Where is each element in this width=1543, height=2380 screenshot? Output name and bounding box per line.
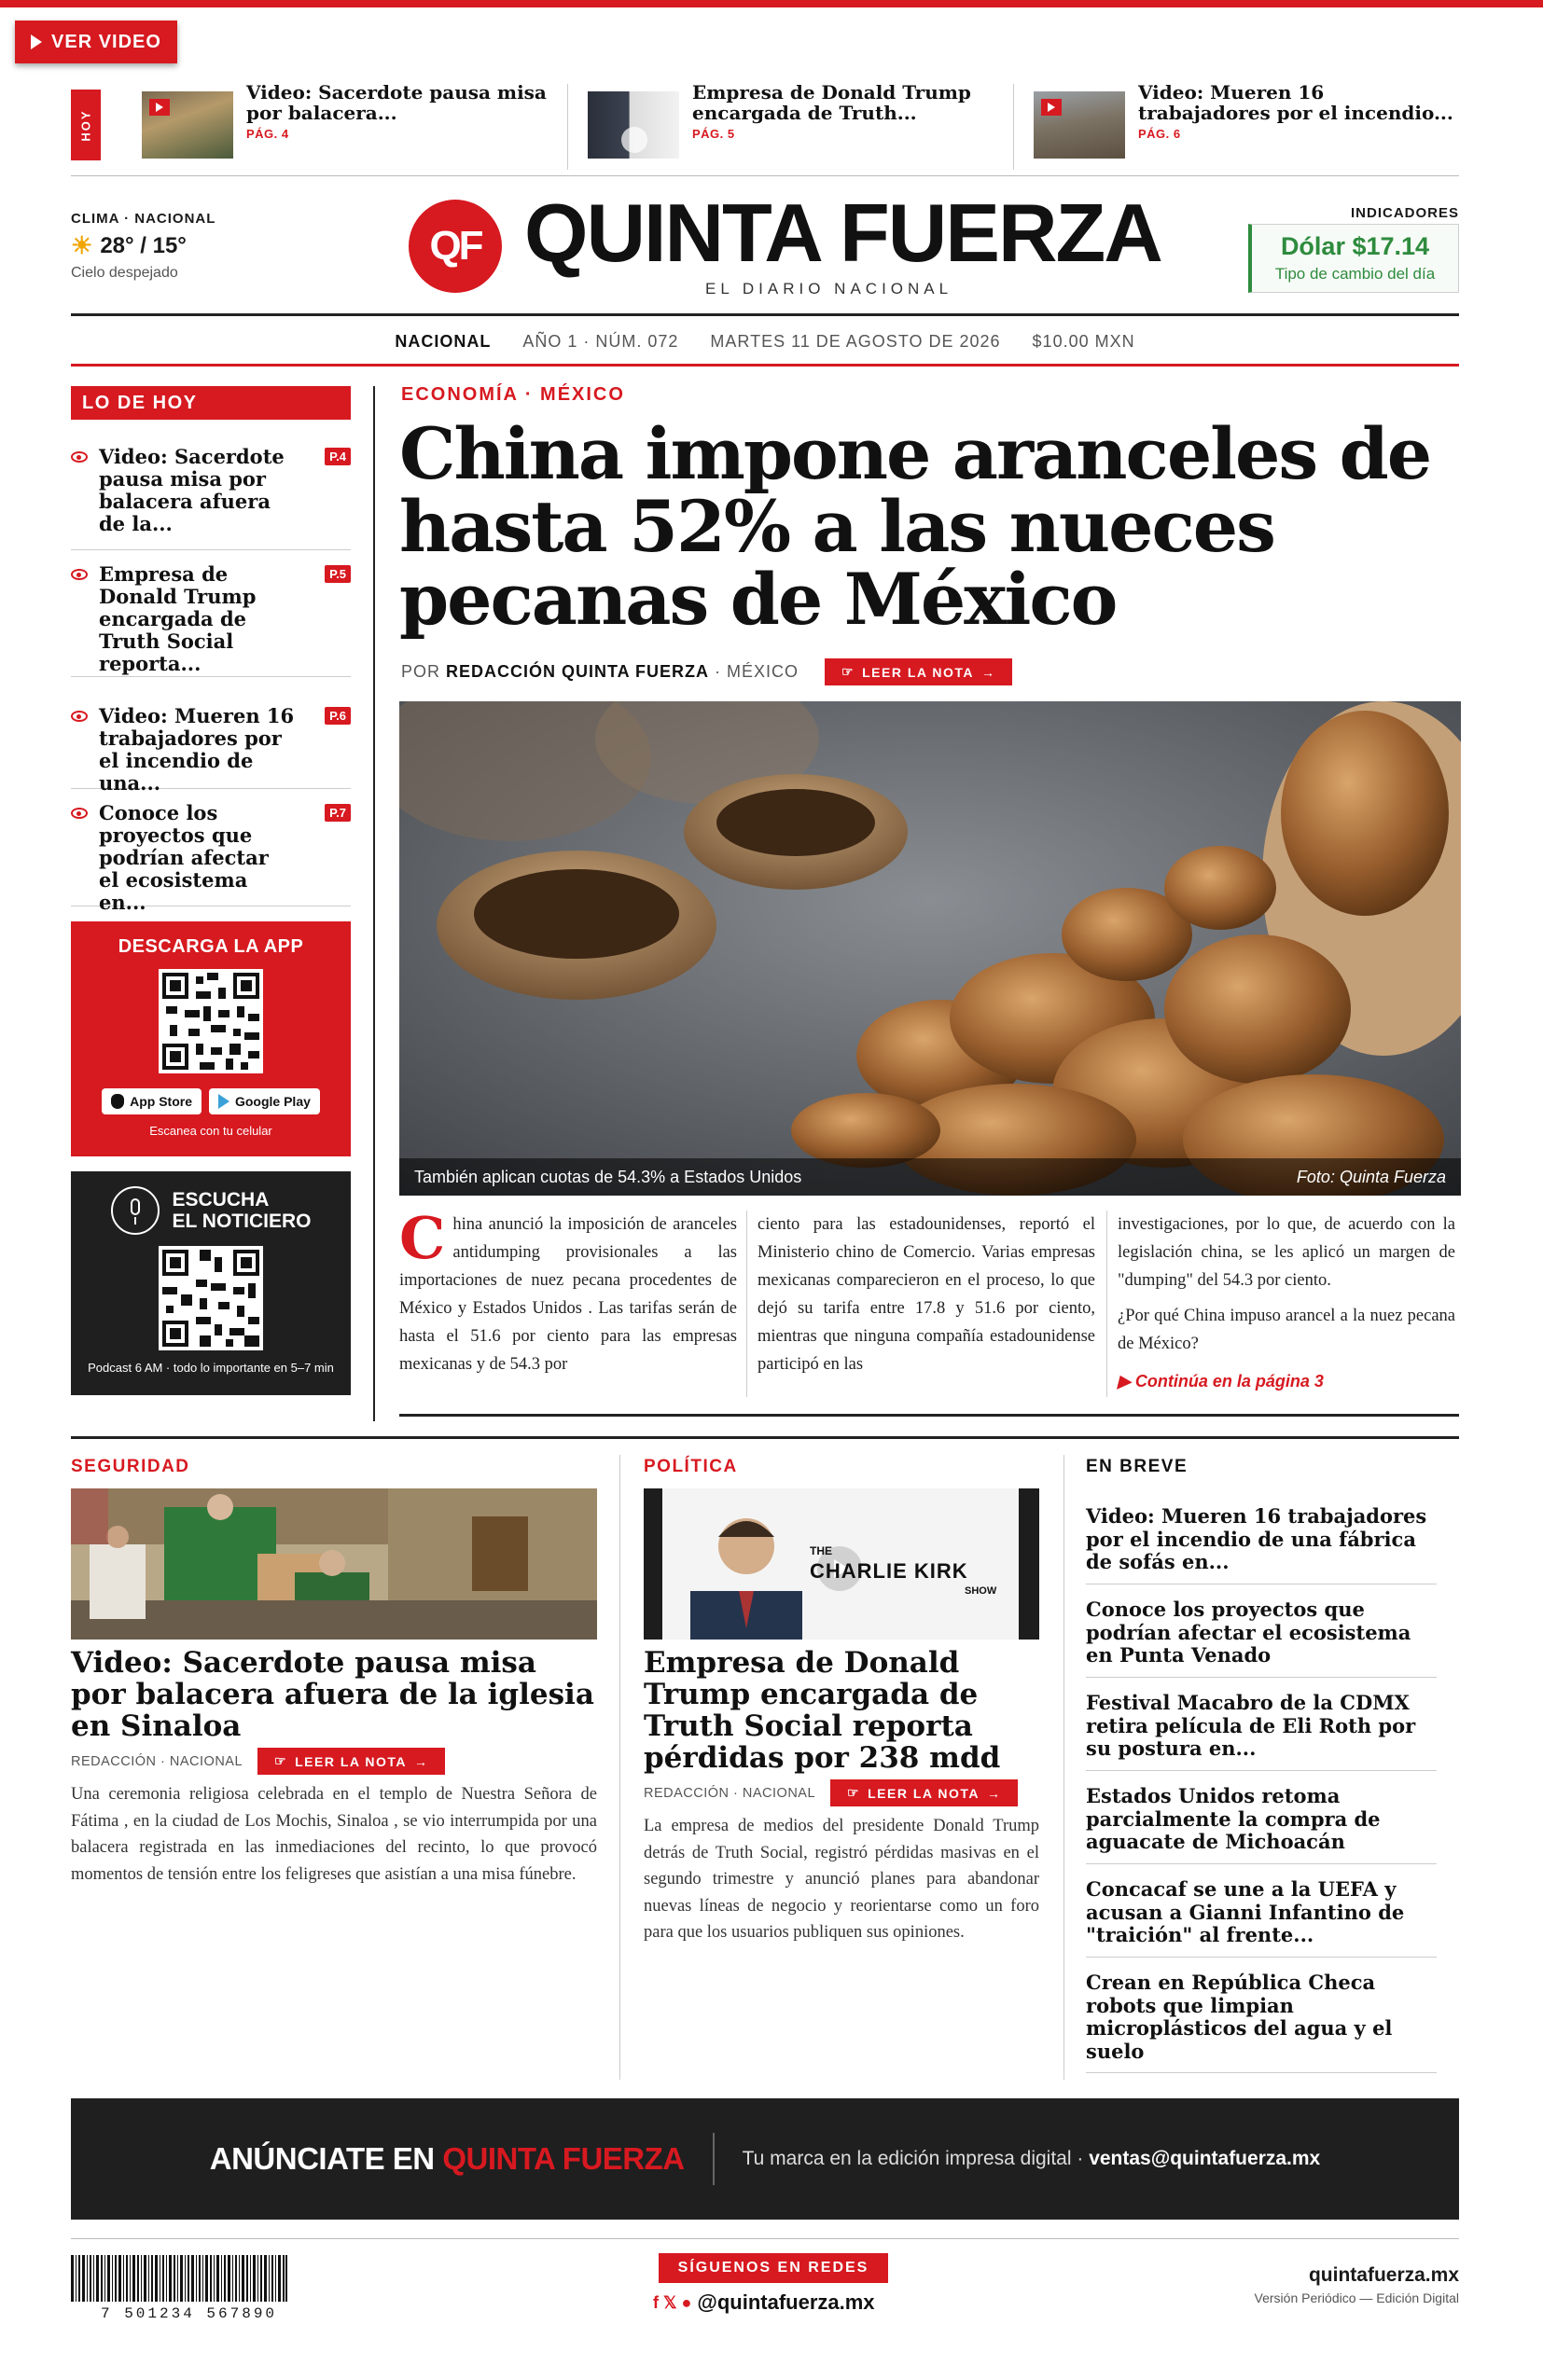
column-rule: [373, 386, 375, 1421]
qr-code-icon: [159, 969, 263, 1073]
politica-meta: REDACCIÓN · NACIONAL ☞ LEER LA NOTA →: [644, 1779, 1018, 1806]
lead-photo[interactable]: [399, 701, 1461, 1196]
weather-temps: ☀ 28° / 15°: [71, 231, 187, 259]
dolar-value: Dólar $17.14: [1280, 232, 1430, 260]
page-badge: P.5: [325, 565, 351, 583]
teaser-3-thumbnail: [1034, 91, 1125, 159]
arrow-right-icon: →: [413, 1753, 429, 1769]
advertise-email[interactable]: ventas@quintafuerza.mx: [1089, 2148, 1321, 2169]
brief-item[interactable]: Festival Macabro de la CDMX retira película de Eli Roth por su postura en...: [1086, 1692, 1437, 1771]
indicators-label: INDICADORES: [1350, 205, 1459, 221]
eye-icon: [71, 808, 88, 819]
page-badge: P.6: [325, 707, 351, 725]
politica-photo[interactable]: [644, 1488, 1039, 1640]
divider: [71, 364, 1459, 367]
photo-credit: Foto: Quinta Fuerza: [1296, 1167, 1446, 1186]
column-divider: [1106, 1211, 1107, 1397]
site-url[interactable]: quintafuerza.mx: [1308, 2264, 1459, 2286]
lead-body-col-1: China anunció la imposición de aranceles antidumping provisionales a las importaciones de nuez pecana procedentes de México y Estados Unidos . Las tarifas serán de hasta el 51.6 por ciento para las empresas mexicanas y de 54.3 por: [399, 1204, 737, 1374]
sidebar-item-text: Video: Sacerdote pausa misa por balacera afuera de la...: [99, 445, 285, 535]
brief-item[interactable]: Conoce los proyectos que podrían afectar el ecosistema en Punta Venado: [1086, 1598, 1437, 1678]
seguridad-read-more-button[interactable]: ☞ LEER LA NOTA →: [257, 1748, 445, 1775]
qf-logo[interactable]: QF: [409, 200, 502, 293]
lead-read-more-button[interactable]: ☞ LEER LA NOTA →: [825, 658, 1012, 685]
lead-body-col-2: ciento para las estadounidenses, reportó el Ministerio chino de Comercio. Varias empresas mexicanas comparecieron en el proceso, lo que dejó su tarifa entre 17.8 y 51.6 por ciento, mientras que ninguna compañía estadounidense participó en las: [758, 1215, 1095, 1374]
arrow-right-icon: →: [986, 1785, 1002, 1801]
teaser-divider: [1013, 84, 1014, 170]
divider: [71, 1436, 1459, 1439]
seguridad-meta: REDACCIÓN · NACIONAL ☞ LEER LA NOTA →: [71, 1748, 445, 1775]
sidebar-item-text: Empresa de Donald Trump encargada de Truth Social reporta...: [99, 562, 257, 675]
video-play-icon: [621, 127, 647, 153]
politica-headline[interactable]: Empresa de Donald Trump encargada de Truth Social reporta pérdidas por 238 mdd: [644, 1646, 1001, 1775]
sun-icon: ☀: [71, 231, 93, 259]
advertise-text: Tu marca en la edición impresa digital · ventas@quintafuerza.mx: [742, 2148, 1321, 2169]
top-accent-line: [0, 0, 1543, 7]
divider: [71, 175, 1459, 176]
podcast-title-1: ESCUCHA: [172, 1189, 270, 1211]
divider: [71, 2238, 1459, 2239]
image-caption-show-name: CHARLIE KIRK: [810, 1559, 968, 1583]
teaser-divider: [567, 84, 568, 170]
politica-read-more-button[interactable]: ☞ LEER LA NOTA →: [830, 1779, 1018, 1806]
advertise-headline: ANÚNCIATE EN QUINTA FUERZA: [209, 2141, 685, 2176]
weather-label: CLIMA · NACIONAL: [71, 211, 216, 227]
issue-date: MARTES 11 DE AGOSTO DE 2026: [710, 331, 1001, 351]
seguridad-body: Una ceremonia religiosa celebrada en el templo de Nuestra Señora de Fátima , en la ciudad de Los Mochis, Sinaloa , se vio interrumpida por una balacera registrada en las inmediaciones del recinto, lo que provocó momentos de tensión entre los feligreses que asistían a una misa fúnebre.: [71, 1785, 597, 1884]
google-play-icon: [218, 1094, 229, 1109]
lead-kicker: ECONOMÍA · MÉXICO: [401, 384, 625, 405]
lead-headline[interactable]: China impone aranceles de hasta 52% a las nueces pecanas de México: [399, 412, 1431, 641]
caption-text: También aplican cuotas de 54.3% a Estados Unidos: [414, 1167, 802, 1186]
eye-icon: [71, 569, 88, 580]
issue-price: $10.00 MXN: [1032, 331, 1135, 351]
edition-note: Versión Periódico — Edición Digital: [1254, 2290, 1459, 2305]
advertise-banner[interactable]: [71, 2098, 1459, 2220]
teaser-2-title: Empresa de Donald Trump encargada de Truth...: [692, 81, 971, 124]
section-name: NACIONAL: [395, 331, 492, 351]
teaser-1[interactable]: [142, 82, 552, 172]
brief-item[interactable]: Concacaf se une a la UEFA y acusan a Gianni Infantino de "traición" al frente...: [1086, 1878, 1437, 1958]
video-play-icon: [149, 99, 170, 116]
issue-number: AÑO 1 · NÚM. 072: [522, 331, 679, 351]
weather-sky: Cielo despejado: [71, 265, 178, 281]
church-mass-image: [71, 1488, 597, 1640]
politica-body: La empresa de medios del presidente Donald Trump detrás de Truth Social, registró pérdidas masivas en el segundo trimestre y anunció planes para abandonar nuevas líneas de negocio y reorientarse como un foro para que los usuarios publiquen sus opiniones.: [644, 1817, 1039, 1942]
google-play-button[interactable]: Google Play: [209, 1088, 320, 1114]
podcast-note: Podcast 6 AM · todo lo importante en 5–7 min: [88, 1361, 334, 1375]
teaser-1-thumbnail: [142, 91, 233, 159]
brief-item[interactable]: Estados Unidos retoma parcialmente la compra de aguacate de Michoacán: [1086, 1785, 1437, 1864]
teaser-2-page: PÁG. 5: [692, 127, 735, 141]
app-hint: Escanea con tu celular: [149, 1124, 272, 1138]
masthead-title[interactable]: QUINTA FUERZA: [524, 187, 1161, 279]
dolar-indicator: [1248, 224, 1459, 293]
sidebar-item-text: Conoce los proyectos que podrían afectar el ecosistema en...: [99, 801, 269, 914]
teaser-3[interactable]: [1034, 82, 1453, 172]
column-divider: [1063, 1455, 1064, 2080]
teaser-1-page: PÁG. 4: [246, 127, 289, 141]
seguridad-section-label: SEGURIDAD: [71, 1457, 190, 1476]
date-bar: [71, 315, 1459, 367]
app-title: DESCARGA LA APP: [118, 936, 304, 957]
ver-video-label: VER VIDEO: [51, 31, 161, 52]
breves-section-label: EN BREVE: [1086, 1457, 1189, 1476]
advertise-separator: [713, 2133, 715, 2185]
lead-byline: POR REDACCIÓN QUINTA FUERZA · MÉXICO ☞ LEER LA NOTA →: [401, 658, 1012, 685]
sidebar-item[interactable]: [71, 563, 351, 677]
walnuts-image: [399, 701, 1461, 1196]
triangle-right-icon: ▶: [1118, 1372, 1131, 1391]
dolar-subtitle: Tipo de cambio del día: [1274, 265, 1436, 283]
qr-code-icon: [159, 1246, 263, 1350]
ver-video-button[interactable]: [15, 21, 177, 63]
teaser-2-thumbnail: [588, 91, 679, 159]
social-icons[interactable]: f 𝕏 ●: [653, 2292, 692, 2312]
drop-cap: C: [399, 1204, 446, 1272]
barcode: [71, 2255, 287, 2302]
seguridad-headline[interactable]: Video: Sacerdote pausa misa por balacera afuera de la iglesia en Sinaloa: [71, 1646, 594, 1743]
image-caption-show: SHOW: [965, 1585, 997, 1597]
continue-link[interactable]: ▶ Continúa en la página 3: [1118, 1372, 1324, 1391]
sidebar-heading: LO DE HOY: [71, 386, 351, 420]
column-divider: [619, 1455, 620, 2080]
photo-caption: [399, 1158, 1461, 1196]
image-caption-the: THE: [810, 1544, 832, 1557]
podcast-box[interactable]: [71, 1171, 351, 1395]
follow-us-label: SÍGUENOS EN REDES: [659, 2253, 888, 2283]
barcode-number: 7 501234 567890: [101, 2305, 278, 2322]
social-handle[interactable]: f 𝕏 ● @quintafuerza.mx: [653, 2290, 875, 2314]
microphone-icon: [111, 1186, 160, 1235]
app-store-button[interactable]: App Store: [102, 1088, 202, 1114]
hoy-tag: HOY: [71, 90, 101, 160]
page-badge: P.4: [325, 448, 351, 465]
sidebar-item[interactable]: [71, 446, 351, 550]
sidebar-item[interactable]: [71, 704, 351, 795]
brief-item[interactable]: Crean en República Checa robots que limpian microplásticos del agua y el suelo: [1086, 1972, 1437, 2073]
sidebar-item-text: Video: Mueren 16 trabajadores por el incendio de una...: [99, 704, 295, 795]
seguridad-photo[interactable]: [71, 1488, 597, 1640]
lead-question: ¿Por qué China impuso arancel a la nuez pecana de México?: [1118, 1307, 1455, 1353]
arrow-right-icon: →: [980, 664, 996, 680]
download-app-box[interactable]: [71, 921, 351, 1156]
teaser-3-page: PÁG. 6: [1138, 127, 1181, 141]
pointing-hand-icon: ☞: [841, 664, 855, 679]
teaser-3-title: Video: Mueren 16 trabajadores por el incendio...: [1138, 81, 1453, 124]
lead-author: REDACCIÓN QUINTA FUERZA: [446, 662, 710, 681]
eye-icon: [71, 451, 88, 463]
eye-icon: [71, 711, 88, 722]
lead-body-col-3: investigaciones, por lo que, de acuerdo con la legislación china, se les aplicó un margen de "dumping" del 54.3 por ciento. ¿Por qué China impuso arancel a la nuez pecana de México? ▶ Continúa en la página 3: [1118, 1211, 1455, 1395]
column-divider: [746, 1211, 747, 1397]
brief-item[interactable]: Video: Mueren 16 trabajadores por el incendio de una fábrica de sofás en...: [1086, 1505, 1437, 1584]
pointing-hand-icon: ☞: [847, 1785, 861, 1800]
page-badge: P.7: [325, 804, 351, 822]
advertise-brand: QUINTA FUERZA: [442, 2141, 685, 2176]
teaser-1-title: Video: Sacerdote pausa misa por balacera...: [246, 81, 547, 124]
play-icon: [31, 35, 42, 49]
podcast-title-2: EL NOTICIERO: [172, 1211, 312, 1232]
pointing-hand-icon: ☞: [274, 1753, 288, 1768]
sidebar-item[interactable]: [71, 801, 351, 914]
politica-section-label: POLÍTICA: [644, 1457, 738, 1476]
video-play-icon: [1041, 99, 1062, 116]
lead-place: · MÉXICO: [715, 662, 799, 681]
masthead-subtitle: EL DIARIO NACIONAL: [705, 280, 953, 298]
divider: [399, 1414, 1459, 1417]
teaser-2[interactable]: [588, 82, 998, 172]
apple-icon: [111, 1094, 124, 1109]
